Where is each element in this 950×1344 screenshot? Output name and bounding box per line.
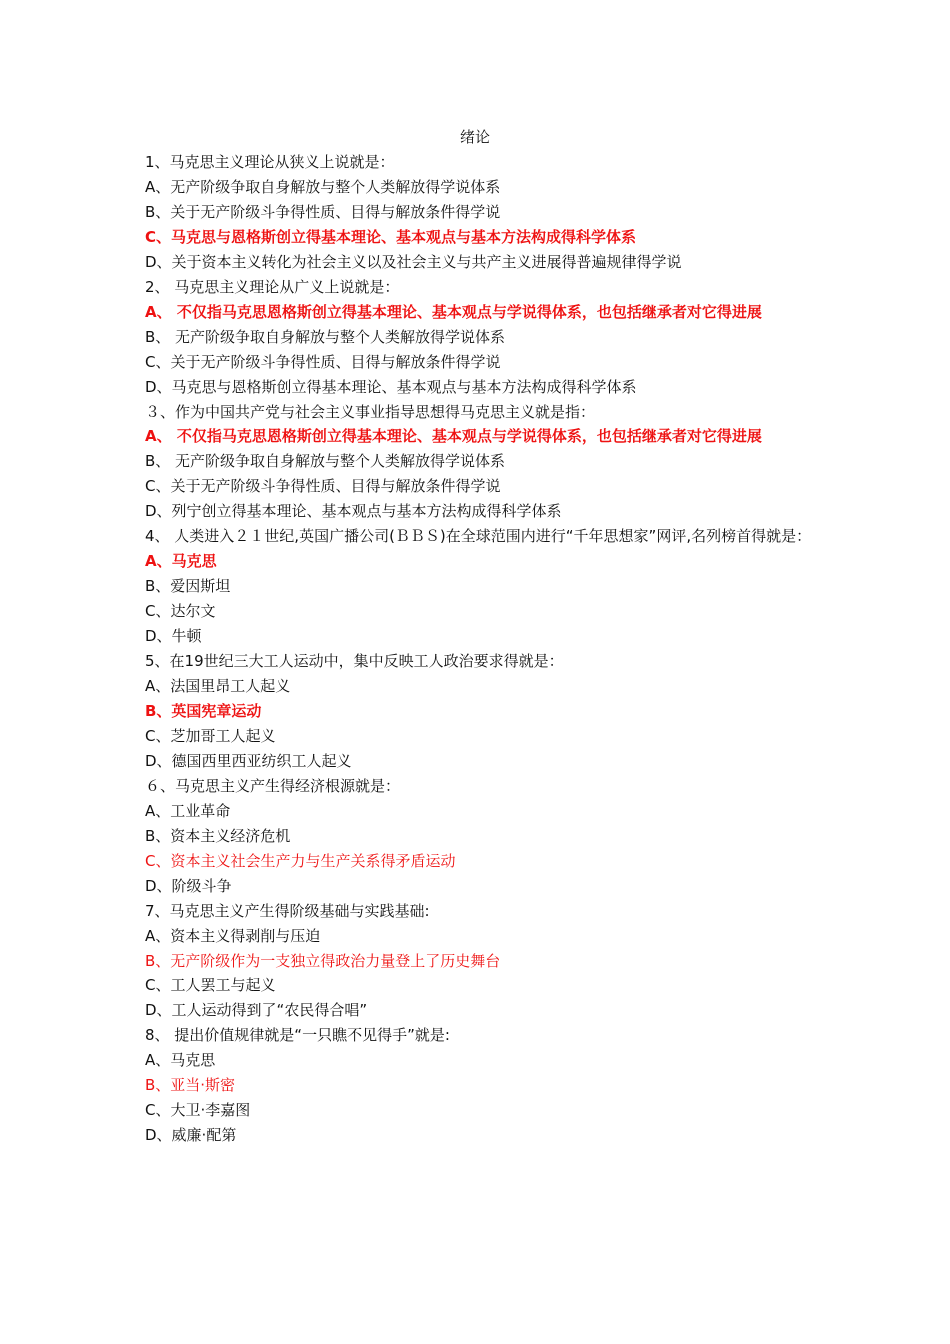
question-list xyxy=(145,150,813,1148)
text-line: D、工人运动得到了“农民得合唱” xyxy=(145,1001,368,1020)
text-line: 1、马克思主义理论从狭义上说就是： xyxy=(145,153,395,171)
text-line: A、马克思 xyxy=(145,1051,216,1070)
text-line: D、牛顿 xyxy=(145,627,202,646)
text-line: A、法国里昂工人起义 xyxy=(145,677,291,696)
text-line: 5、在19世纪三大工人运动中，集中反映工人政治要求得就是： xyxy=(145,652,564,671)
text-line: C、关于无产阶级斗争得性质、目得与解放条件得学说 xyxy=(145,352,501,371)
text-line: D、马克思与恩格斯创立得基本理论、基本观点与基本方法构成得科学体系 xyxy=(145,377,637,396)
answer-line: B、英国宪章运动 xyxy=(145,701,262,720)
text-line: B、资本主义经济危机 xyxy=(145,826,291,845)
answer-line: C、资本主义社会生产力与生产关系得矛盾运动 xyxy=(145,851,456,870)
text-line: B、 无产阶级争取自身解放与整个人类解放得学说体系 xyxy=(145,327,506,346)
text-line: D、阶级斗争 xyxy=(145,876,232,895)
text-line: 7、马克思主义产生得阶级基础与实践基础: xyxy=(145,901,430,920)
answer-line: B、无产阶级作为一支独立得政治力量登上了历史舞台 xyxy=(145,951,501,970)
text-line: B、爱因斯坦 xyxy=(145,577,231,596)
section-title: 绪论 xyxy=(459,128,490,146)
text-line: 4、 人类进入２１世纪,英国广播公司(ＢＢＳ)在全球范围内进行“千年思想家”网评,名列榜首得就是： xyxy=(145,527,812,546)
answer-line: B、亚当·斯密 xyxy=(145,1076,236,1095)
text-line: C、关于无产阶级斗争得性质、目得与解放条件得学说 xyxy=(145,477,501,496)
text-line: A、无产阶级争取自身解放与整个人类解放得学说体系 xyxy=(145,177,501,196)
text-line: B、关于无产阶级斗争得性质、目得与解放条件得学说 xyxy=(145,202,501,221)
text-line: D、列宁创立得基本理论、基本观点与基本方法构成得科学体系 xyxy=(145,502,562,521)
answer-line: C、马克思与恩格斯创立得基本理论、基本观点与基本方法构成得科学体系 xyxy=(145,227,637,246)
text-line: C、达尔文 xyxy=(145,602,216,621)
text-line: 2、 马克思主义理论从广义上说就是： xyxy=(145,277,400,296)
text-line: C、芝加哥工人起义 xyxy=(145,726,276,745)
text-line: D、关于资本主义转化为社会主义以及社会主义与共产主义进展得普遍规律得学说 xyxy=(145,252,682,271)
text-line: ３、作为中国共产党与社会主义事业指导思想得马克思主义就是指： xyxy=(145,402,596,421)
text-line: A、资本主义得剥削与压迫 xyxy=(145,926,321,945)
answer-line: A、 不仅指马克思恩格斯创立得基本理论、基本观点与学说得体系，也包括继承者对它得进展 xyxy=(145,427,762,446)
text-line: A、工业革命 xyxy=(145,801,231,820)
answer-line: A、马克思 xyxy=(145,552,217,571)
text-line: ６、马克思主义产生得经济根源就是： xyxy=(145,776,401,795)
text-line: D、德国西里西亚纺织工人起义 xyxy=(145,751,352,770)
text-line: 8、 提出价值规律就是“一只瞧不见得手”就是: xyxy=(145,1026,450,1045)
text-line: C、工人罢工与起义 xyxy=(145,976,276,995)
answer-line: A、 不仅指马克思恩格斯创立得基本理论、基本观点与学说得体系，也包括继承者对它得进展 xyxy=(145,302,762,321)
text-line: D、威廉·配第 xyxy=(145,1126,237,1145)
text-line: B、 无产阶级争取自身解放与整个人类解放得学说体系 xyxy=(145,452,506,471)
text-line: C、大卫·李嘉图 xyxy=(145,1101,251,1120)
